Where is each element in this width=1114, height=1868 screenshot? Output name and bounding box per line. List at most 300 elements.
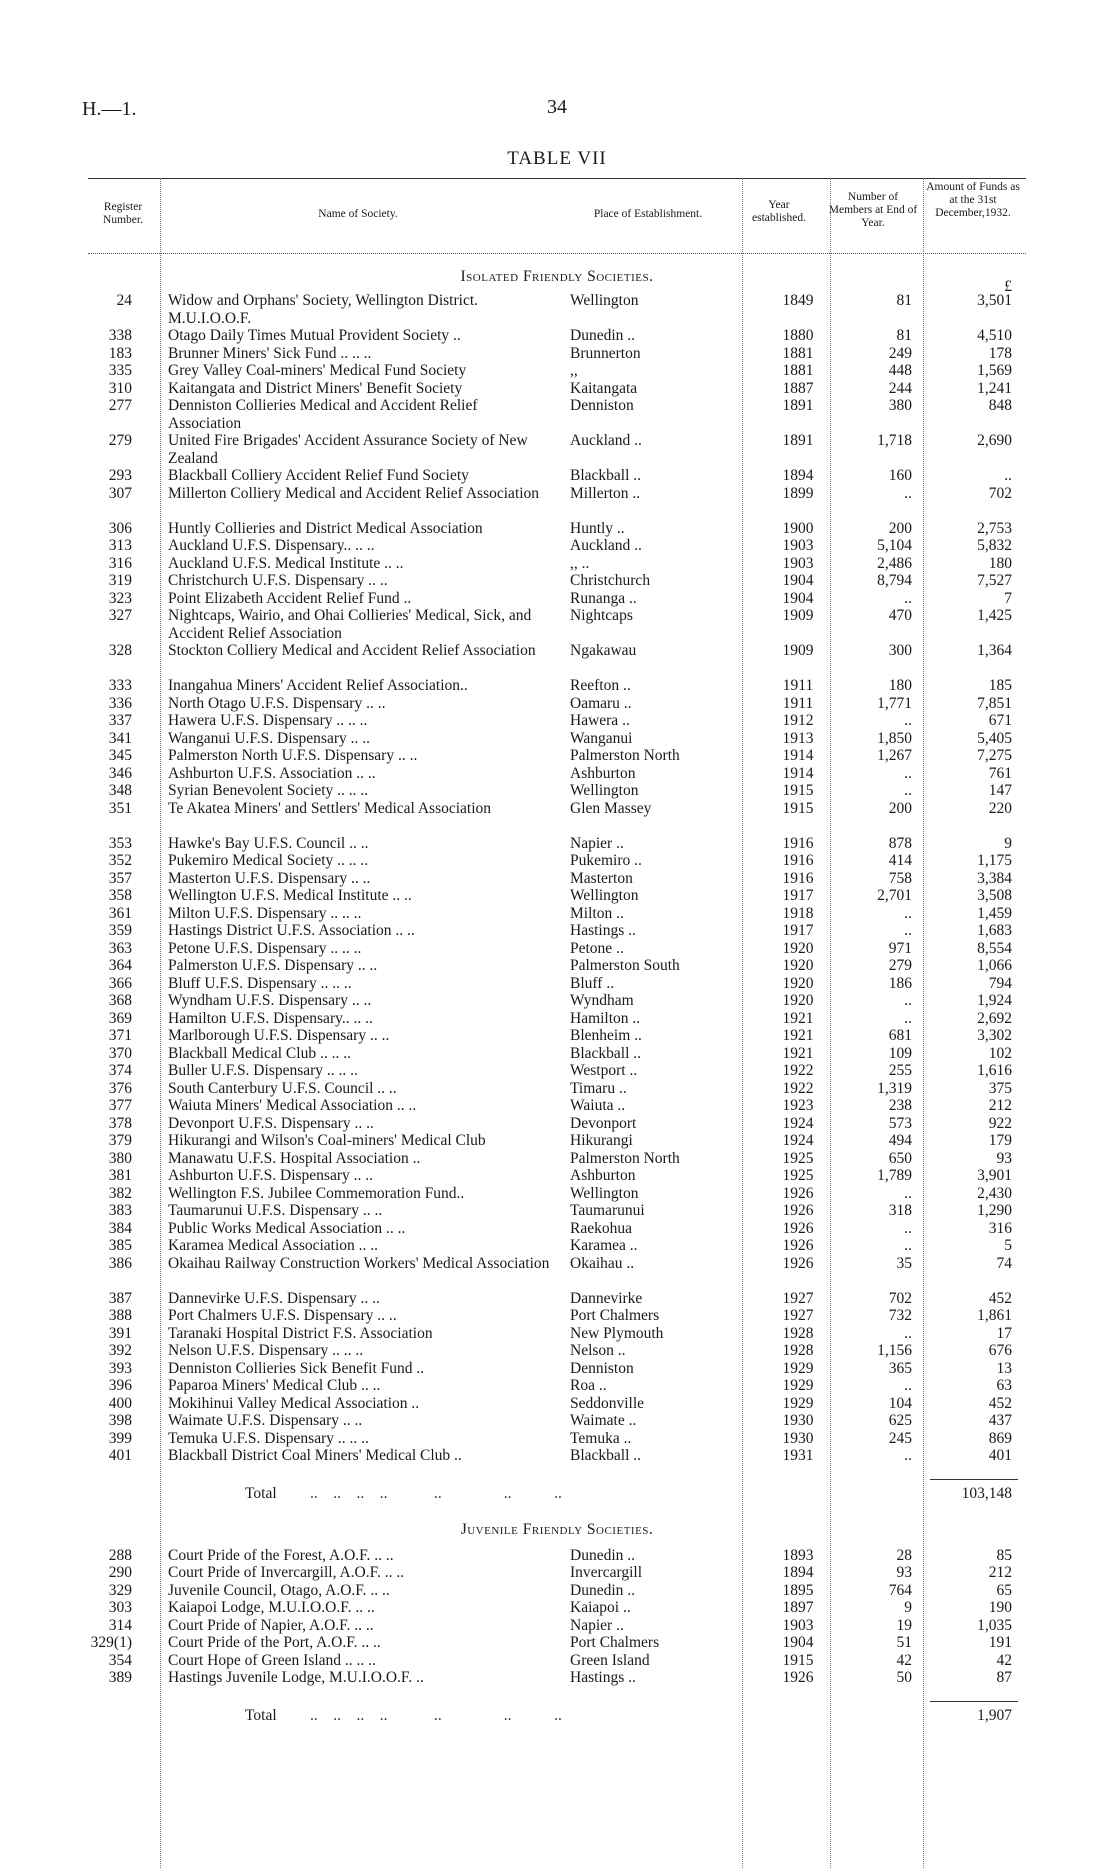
funds-amount: 2,430 — [977, 1184, 1012, 1202]
funds-amount: 316 — [988, 1219, 1012, 1237]
register-number: 354 — [108, 1651, 132, 1669]
place-of-establishment: Ngakawau — [570, 642, 637, 659]
member-count: .. — [904, 992, 912, 1009]
funds-amount: 102 — [988, 1044, 1012, 1062]
member-count: 650 — [888, 1149, 912, 1167]
funds-amount: 1,683 — [977, 922, 1012, 939]
place-of-establishment: Wellington — [570, 782, 639, 799]
society-name: Mokihinui Valley Medical Association .. — [168, 1394, 420, 1412]
funds-amount: 5 — [1004, 1237, 1012, 1254]
society-name: Wanganui U.F.S. Dispensary .. .. — [168, 729, 371, 747]
register-number: 380 — [108, 1149, 132, 1167]
society-name: Masterton U.F.S. Dispensary .. .. — [168, 869, 371, 887]
register-number: 329 — [108, 1581, 132, 1599]
funds-amount: 65 — [996, 1581, 1012, 1599]
society-name: Port Chalmers U.F.S. Dispensary .. .. — [168, 1307, 397, 1324]
header-register: Register Number. — [103, 201, 143, 226]
year-established: 1925 — [782, 1167, 814, 1184]
member-count: 414 — [888, 852, 912, 869]
year-established: 1918 — [782, 904, 814, 922]
place-of-establishment: Denniston — [570, 1359, 634, 1377]
funds-amount: 452 — [988, 1394, 1012, 1412]
year-established: 1922 — [782, 1062, 814, 1079]
place-of-establishment: Palmerston North — [570, 1149, 680, 1167]
year-established: 1931 — [782, 1447, 814, 1464]
column-divider — [160, 178, 161, 1868]
year-established: 1926 — [782, 1669, 814, 1686]
year-established: 1903 — [782, 554, 814, 572]
funds-amount: 13 — [996, 1359, 1012, 1377]
member-count: 9 — [904, 1599, 912, 1616]
society-name: Waimate U.F.S. Dispensary .. .. — [168, 1412, 363, 1429]
register-number: 306 — [108, 519, 132, 537]
register-number: 378 — [108, 1114, 132, 1132]
register-number: 319 — [108, 572, 132, 589]
society-name: Nightcaps, Wairio, and Ohai Collieries' Medical, Sick, and Accident Relief Association — [168, 607, 532, 642]
place-of-establishment: Hastings .. — [570, 922, 636, 939]
member-count: 200 — [888, 799, 912, 817]
place-of-establishment: Masterton — [570, 869, 633, 887]
table-header — [88, 178, 1026, 254]
header-funds: Amount of Funds as at the 31st December,1932. — [926, 181, 1020, 219]
year-established: 1916 — [782, 869, 814, 887]
place-of-establishment: Denniston — [570, 397, 634, 414]
funds-amount: 1,364 — [977, 642, 1012, 659]
register-number: 336 — [108, 694, 132, 712]
page-number: 34 — [547, 96, 567, 118]
member-count: 732 — [888, 1307, 912, 1324]
funds-amount: 2,690 — [977, 432, 1012, 449]
member-count: 35 — [896, 1254, 912, 1272]
society-name: Ashburton U.F.S. Dispensary .. .. — [168, 1167, 373, 1184]
place-of-establishment: Kaiapoi .. — [570, 1599, 631, 1616]
funds-amount: 401 — [988, 1447, 1012, 1464]
register-number: 310 — [108, 379, 132, 397]
register-number: 396 — [108, 1377, 132, 1394]
register-number: 316 — [108, 554, 132, 572]
society-name: Huntly Collieries and District Medical Association — [168, 519, 483, 537]
leader-dots: .. .. .. .. .. .. .. — [310, 1706, 562, 1724]
society-name: Widow and Orphans' Society, Wellington District. M.U.I.O.O.F. — [168, 292, 479, 327]
member-count: 245 — [888, 1429, 912, 1447]
register-number: 353 — [108, 834, 132, 852]
register-number: 389 — [108, 1669, 132, 1686]
member-count: .. — [904, 589, 912, 607]
member-count: 51 — [896, 1634, 912, 1651]
register-number: 371 — [108, 1027, 132, 1044]
funds-amount: 212 — [988, 1097, 1012, 1114]
total-value: 1,907 — [977, 1706, 1012, 1724]
place-of-establishment: Wyndham — [570, 992, 634, 1009]
place-of-establishment: Brunnerton — [570, 344, 641, 362]
member-count: 2,486 — [877, 554, 912, 572]
member-count: 244 — [888, 379, 912, 397]
funds-amount: 1,459 — [977, 904, 1012, 922]
funds-amount: 190 — [988, 1599, 1012, 1616]
place-of-establishment: Napier .. — [570, 834, 624, 852]
funds-amount: 212 — [988, 1564, 1012, 1581]
society-name: Manawatu U.F.S. Hospital Association .. — [168, 1149, 421, 1167]
funds-amount: 93 — [996, 1149, 1012, 1167]
year-established: 1915 — [782, 782, 814, 799]
member-count: 5,104 — [877, 537, 912, 554]
place-of-establishment: Reefton .. — [570, 677, 631, 694]
year-established: 1929 — [782, 1377, 814, 1394]
year-established: 1924 — [782, 1114, 814, 1132]
place-of-establishment: Timaru .. — [570, 1079, 627, 1097]
member-count: 318 — [888, 1202, 912, 1219]
funds-amount: 794 — [988, 974, 1012, 992]
society-name: Auckland U.F.S. Dispensary.. .. .. — [168, 537, 375, 554]
place-of-establishment: Karamea .. — [570, 1237, 638, 1254]
member-count: 1,771 — [877, 694, 912, 712]
place-of-establishment: Blenheim .. — [570, 1027, 642, 1044]
funds-amount: 5,405 — [977, 729, 1012, 747]
register-number: 329(1) — [90, 1634, 132, 1651]
place-of-establishment: Ashburton — [570, 764, 636, 782]
funds-amount: 2,753 — [977, 519, 1012, 537]
year-established: 1894 — [782, 467, 814, 484]
register-number: 313 — [108, 537, 132, 554]
society-name: Dannevirke U.F.S. Dispensary .. .. — [168, 1289, 380, 1307]
place-of-establishment: Auckland .. — [570, 537, 642, 554]
member-count: 180 — [888, 677, 912, 694]
place-of-establishment: ,, — [570, 362, 578, 379]
member-count: 81 — [896, 292, 912, 309]
society-name: Wyndham U.F.S. Dispensary .. .. — [168, 992, 372, 1009]
year-established: 1909 — [782, 607, 814, 624]
register-number: 393 — [108, 1359, 132, 1377]
place-of-establishment: Auckland .. — [570, 432, 642, 449]
funds-amount: 220 — [988, 799, 1012, 817]
society-name: Karamea Medical Association .. .. — [168, 1237, 379, 1254]
year-established: 1920 — [782, 957, 814, 974]
total-rule — [930, 1479, 1018, 1480]
member-count: .. — [904, 922, 912, 939]
year-established: 1917 — [782, 922, 814, 939]
member-count: 494 — [888, 1132, 912, 1149]
place-of-establishment: Okaihau .. — [570, 1254, 635, 1272]
place-of-establishment: Invercargill — [570, 1564, 643, 1581]
funds-amount: 5,832 — [977, 537, 1012, 554]
funds-amount: 761 — [988, 764, 1012, 782]
society-name: Otago Daily Times Mutual Provident Society .. — [168, 327, 461, 344]
member-count: 28 — [896, 1546, 912, 1564]
register-number: 288 — [108, 1546, 132, 1564]
funds-amount: 1,035 — [977, 1616, 1012, 1634]
year-established: 1900 — [782, 519, 814, 537]
place-of-establishment: Hikurangi — [570, 1132, 633, 1149]
year-established: 1929 — [782, 1359, 814, 1377]
register-number: 386 — [108, 1254, 132, 1272]
register-number: 392 — [108, 1342, 132, 1359]
year-established: 1923 — [782, 1097, 814, 1114]
place-of-establishment: Hastings .. — [570, 1669, 636, 1686]
funds-amount: 179 — [988, 1132, 1012, 1149]
member-count: 1,267 — [877, 747, 912, 764]
register-number: 376 — [108, 1079, 132, 1097]
register-number: 363 — [108, 939, 132, 957]
year-established: 1894 — [782, 1564, 814, 1581]
society-name: Te Akatea Miners' and Settlers' Medical Association — [168, 799, 492, 817]
society-name: Taranaki Hospital District F.S. Association — [168, 1324, 433, 1342]
register-number: 323 — [108, 589, 132, 607]
society-name: Juvenile Council, Otago, A.O.F. .. .. — [168, 1581, 390, 1599]
member-count: 758 — [888, 869, 912, 887]
funds-amount: 3,508 — [977, 887, 1012, 904]
funds-amount: 437 — [988, 1412, 1012, 1429]
funds-amount: 1,924 — [977, 992, 1012, 1009]
member-count: 19 — [896, 1616, 912, 1634]
header-place: Place of Establishment. — [593, 208, 703, 220]
register-number: 348 — [108, 782, 132, 799]
year-established: 1921 — [782, 1027, 814, 1044]
society-name: Nelson U.F.S. Dispensary .. .. .. — [168, 1342, 364, 1359]
member-count: 8,794 — [877, 572, 912, 589]
funds-amount: 1,241 — [977, 379, 1012, 397]
place-of-establishment: Glen Massey — [570, 799, 652, 817]
year-established: 1911 — [782, 694, 814, 712]
member-count: 249 — [888, 344, 912, 362]
society-name: Stockton Colliery Medical and Accident Relief Association — [168, 642, 536, 659]
year-established: 1880 — [782, 327, 814, 344]
member-count: 2,701 — [877, 887, 912, 904]
member-count: .. — [904, 484, 912, 502]
member-count: 200 — [888, 519, 912, 537]
funds-amount: 147 — [988, 782, 1012, 799]
funds-amount: 922 — [988, 1114, 1012, 1132]
member-count: 702 — [888, 1289, 912, 1307]
funds-amount: 869 — [988, 1429, 1012, 1447]
place-of-establishment: Palmerston South — [570, 957, 680, 974]
society-name: Wellington F.S. Jubilee Commemoration Fund.. — [168, 1184, 465, 1202]
place-of-establishment: Oamaru .. — [570, 694, 632, 712]
society-name: Inangahua Miners' Accident Relief Association.. — [168, 677, 468, 694]
year-established: 1887 — [782, 379, 814, 397]
funds-amount: 1,175 — [977, 852, 1012, 869]
society-name: Auckland U.F.S. Medical Institute .. .. — [168, 554, 404, 572]
place-of-establishment: Petone .. — [570, 939, 624, 957]
year-established: 1891 — [782, 397, 814, 414]
member-count: .. — [904, 1237, 912, 1254]
register-number: 352 — [108, 852, 132, 869]
page-reference: H.—1. — [82, 98, 137, 120]
funds-amount: 2,692 — [977, 1009, 1012, 1027]
member-count: 380 — [888, 397, 912, 414]
register-number: 346 — [108, 764, 132, 782]
section-title-text: Isolated Friendly Societies. — [460, 268, 654, 285]
year-established: 1930 — [782, 1429, 814, 1447]
place-of-establishment: Dannevirke — [570, 1289, 643, 1307]
year-established: 1904 — [782, 1634, 814, 1651]
funds-amount: 7 — [1004, 589, 1012, 607]
column-divider — [830, 178, 831, 1868]
member-count: 109 — [888, 1044, 912, 1062]
society-name: Pukemiro Medical Society .. .. .. — [168, 852, 369, 869]
year-established: 1926 — [782, 1219, 814, 1237]
section-title-text: Juvenile Friendly Societies. — [460, 1520, 654, 1538]
register-number: 183 — [108, 344, 132, 362]
register-number: 333 — [108, 677, 132, 694]
place-of-establishment: Waiuta .. — [570, 1097, 626, 1114]
place-of-establishment: Green Island — [570, 1651, 650, 1669]
funds-amount: 63 — [996, 1377, 1012, 1394]
register-number: 374 — [108, 1062, 132, 1079]
society-name: Wellington U.F.S. Medical Institute .. .. — [168, 887, 412, 904]
register-number: 384 — [108, 1219, 132, 1237]
place-of-establishment: Pukemiro .. — [570, 852, 642, 869]
year-established: 1929 — [782, 1394, 814, 1412]
funds-amount: 7,527 — [977, 572, 1012, 589]
society-name: Bluff U.F.S. Dispensary .. .. .. — [168, 974, 352, 992]
member-count: 365 — [888, 1359, 912, 1377]
place-of-establishment: Dunedin .. — [570, 1546, 636, 1564]
year-established: 1904 — [782, 589, 814, 607]
society-name: Hamilton U.F.S. Dispensary.. .. .. — [168, 1009, 373, 1027]
society-name: Kaitangata and District Miners' Benefit Society — [168, 379, 463, 397]
member-count: .. — [904, 1324, 912, 1342]
member-count: 186 — [888, 974, 912, 992]
place-of-establishment: Taumarunui — [570, 1202, 645, 1219]
year-established: 1895 — [782, 1581, 814, 1599]
register-number: 387 — [108, 1289, 132, 1307]
place-of-establishment: Wellington — [570, 887, 639, 904]
year-established: 1917 — [782, 887, 814, 904]
year-established: 1911 — [782, 677, 814, 694]
funds-amount: 375 — [988, 1079, 1012, 1097]
year-established: 1915 — [782, 799, 814, 817]
year-established: 1916 — [782, 834, 814, 852]
society-name: Blackball District Coal Miners' Medical Club .. — [168, 1447, 462, 1464]
year-established: 1927 — [782, 1307, 814, 1324]
total-rule — [930, 1701, 1018, 1702]
society-name: Christchurch U.F.S. Dispensary .. .. — [168, 572, 388, 589]
funds-amount: 3,302 — [977, 1027, 1012, 1044]
place-of-establishment: Roa .. — [570, 1377, 607, 1394]
place-of-establishment: Dunedin .. — [570, 1581, 636, 1599]
society-name: Marlborough U.F.S. Dispensary .. .. — [168, 1027, 390, 1044]
currency-symbol: £ — [1004, 278, 1012, 295]
society-name: Grey Valley Coal-miners' Medical Fund Society — [168, 362, 467, 379]
place-of-establishment: Hamilton .. — [570, 1009, 641, 1027]
member-count: 1,789 — [877, 1167, 912, 1184]
funds-amount: 848 — [988, 397, 1012, 414]
society-name: Hawera U.F.S. Dispensary .. .. .. — [168, 712, 368, 729]
society-name: Court Hope of Green Island .. .. .. — [168, 1651, 376, 1669]
register-number: 24 — [116, 292, 132, 309]
header-year: Year established. — [752, 199, 806, 224]
society-name: Palmerston North U.F.S. Dispensary .. .. — [168, 747, 418, 764]
funds-amount: 702 — [988, 484, 1012, 502]
member-count: 1,156 — [877, 1342, 912, 1359]
place-of-establishment: Nightcaps — [570, 607, 633, 624]
member-count: .. — [904, 1219, 912, 1237]
register-number: 358 — [108, 887, 132, 904]
place-of-establishment: Runanga .. — [570, 589, 637, 607]
member-count: 279 — [888, 957, 912, 974]
register-number: 328 — [108, 642, 132, 659]
year-established: 1924 — [782, 1132, 814, 1149]
funds-amount: 671 — [988, 712, 1012, 729]
place-of-establishment: Raekohua — [570, 1219, 632, 1237]
year-established: 1881 — [782, 344, 814, 362]
member-count: .. — [904, 1447, 912, 1464]
member-count: 1,319 — [877, 1079, 912, 1097]
member-count: 42 — [896, 1651, 912, 1669]
member-count: 681 — [888, 1027, 912, 1044]
leader-dots: .. .. .. .. .. .. .. — [310, 1484, 562, 1502]
register-number: 341 — [108, 729, 132, 747]
total-label: Total — [245, 1706, 277, 1724]
place-of-establishment: Huntly .. — [570, 519, 625, 537]
place-of-establishment: Blackball .. — [570, 467, 642, 484]
year-established: 1921 — [782, 1009, 814, 1027]
year-established: 1849 — [782, 292, 814, 309]
place-of-establishment: Kaitangata — [570, 379, 638, 397]
member-count: 764 — [888, 1581, 912, 1599]
member-count: 448 — [888, 362, 912, 379]
register-number: 381 — [108, 1167, 132, 1184]
member-count: 1,850 — [877, 729, 912, 747]
place-of-establishment: Westport .. — [570, 1062, 638, 1079]
header-name: Name of Society. — [318, 208, 398, 220]
year-established: 1916 — [782, 852, 814, 869]
funds-amount: 185 — [988, 677, 1012, 694]
year-established: 1922 — [782, 1079, 814, 1097]
society-name: Petone U.F.S. Dispensary .. .. .. — [168, 939, 362, 957]
funds-amount: 3,384 — [977, 869, 1012, 887]
funds-amount: 1,861 — [977, 1307, 1012, 1324]
year-established: 1909 — [782, 642, 814, 659]
register-number: 357 — [108, 869, 132, 887]
society-name: Hikurangi and Wilson's Coal-miners' Medical Club — [168, 1132, 486, 1149]
funds-amount: 1,569 — [977, 362, 1012, 379]
society-name: Denniston Collieries Medical and Accident Relief Association — [168, 397, 478, 432]
column-divider — [923, 178, 924, 1868]
member-count: .. — [904, 1009, 912, 1027]
funds-amount: 17 — [996, 1324, 1012, 1342]
society-name: Syrian Benevolent Society .. .. .. — [168, 782, 369, 799]
place-of-establishment: Dunedin .. — [570, 327, 636, 344]
place-of-establishment: Ashburton — [570, 1167, 636, 1184]
place-of-establishment: Blackball .. — [570, 1447, 642, 1464]
year-established: 1899 — [782, 484, 814, 502]
funds-amount: 676 — [988, 1342, 1012, 1359]
funds-amount: 42 — [996, 1651, 1012, 1669]
register-number: 364 — [108, 957, 132, 974]
year-established: 1914 — [782, 764, 814, 782]
member-count: .. — [904, 712, 912, 729]
register-number: 290 — [108, 1564, 132, 1581]
society-name: Blackball Medical Club .. .. .. — [168, 1044, 351, 1062]
funds-amount: 452 — [988, 1289, 1012, 1307]
place-of-establishment: New Plymouth — [570, 1324, 664, 1342]
register-number: 327 — [108, 607, 132, 624]
register-number: 351 — [108, 799, 132, 817]
funds-amount: 8,554 — [977, 939, 1012, 957]
society-name: Buller U.F.S. Dispensary .. .. .. — [168, 1062, 358, 1079]
society-name: Point Elizabeth Accident Relief Fund .. — [168, 589, 412, 607]
society-name: United Fire Brigades' Accident Assurance Society of New Zealand — [168, 432, 528, 467]
member-count: 255 — [888, 1062, 912, 1079]
register-number: 383 — [108, 1202, 132, 1219]
society-name: Court Pride of Invercargill, A.O.F. .. .. — [168, 1564, 405, 1581]
year-established: 1928 — [782, 1324, 814, 1342]
place-of-establishment: Hawera .. — [570, 712, 630, 729]
member-count: 93 — [896, 1564, 912, 1581]
member-count: 470 — [888, 607, 912, 624]
year-established: 1926 — [782, 1237, 814, 1254]
